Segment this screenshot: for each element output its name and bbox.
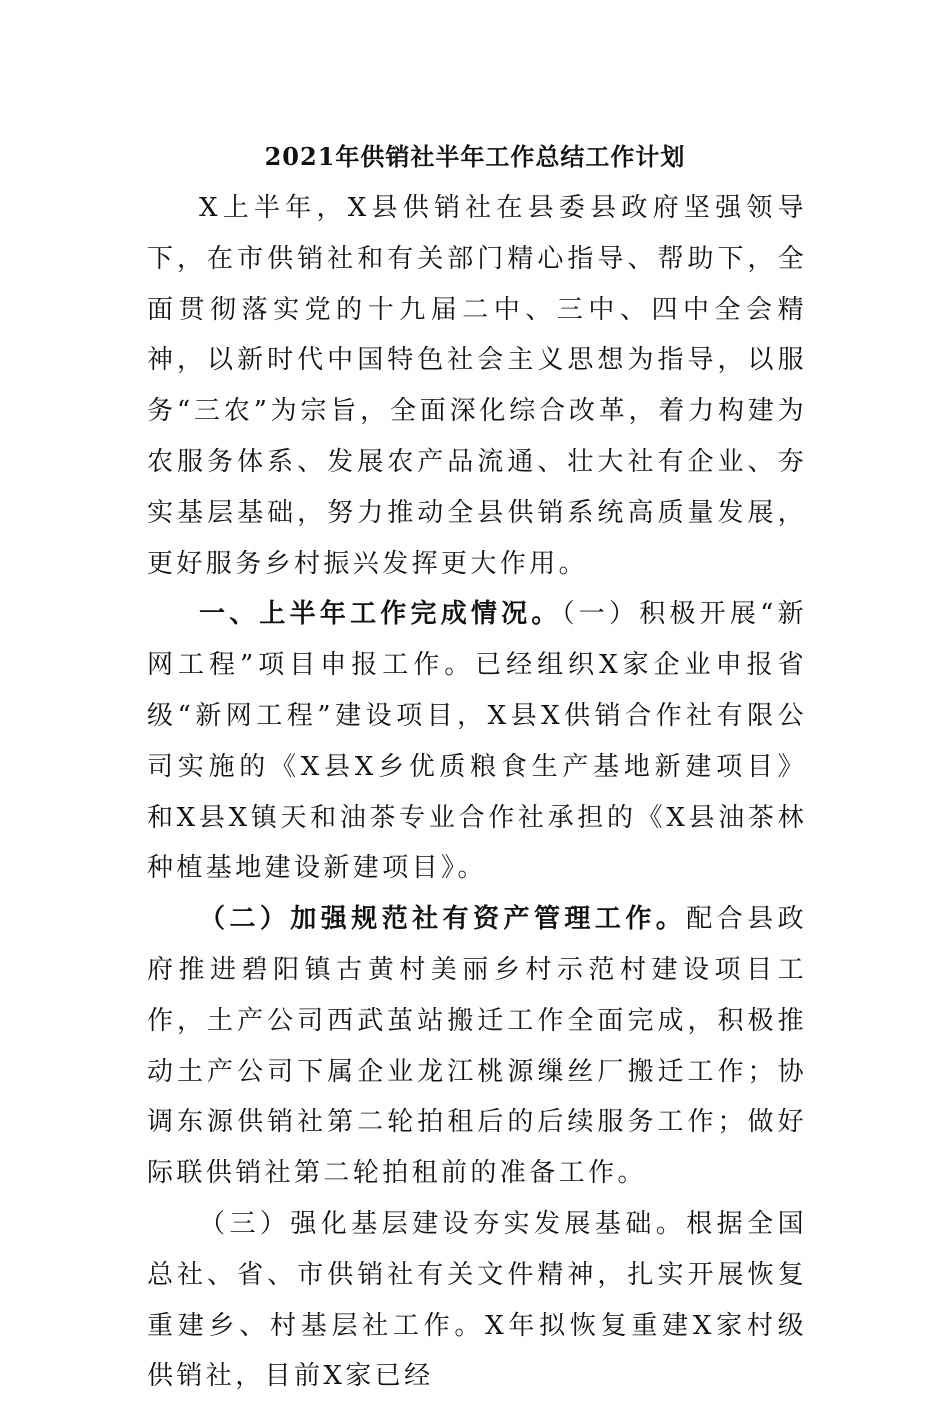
document-title: 2021年供销社半年工作总结工作计划 [264, 142, 686, 171]
section-heading: 一、上半年工作完成情况。 [199, 599, 562, 630]
paragraph-text: 配合县政府推进碧阳镇古黄村美丽乡村示范村建设项目工作，土产公司西武茧站搬迁工作全面完成，积极推动土产公司下属企业龙江桃源缫丝厂搬迁工作；协调东源供销社第二轮拍租后的后续服务工作；做好际联供销社第二轮拍租前的准备工作。 [147, 904, 807, 1189]
paragraph-text: （三）强化基层建设夯实发展基础。根据全国总社、省、市供销社有关文件精神，扎实开展恢复重建乡、村基层社工作。X年拟恢复重建X家村级供销社，目前X家已经 [147, 1208, 807, 1392]
paragraph-text: （一）积极开展“新网工程”项目申报工作。已经组织X家企业申报省级“新网工程”建设项目，X县X供销合作社有限公司实施的《X县X乡优质粮食生产基地新建项目》和X县X镇天和油茶专业合作社承担的《X县油茶林种植基地建设新建项目》。 [147, 599, 807, 884]
document-body [147, 183, 807, 1402]
paragraph-subsection-two [147, 894, 807, 1199]
paragraph-text: X上半年，X县供销社在县委县政府坚强领导下，在市供销社和有关部门精心指导、帮助下，全面贯彻落实党的十九届二中、三中、四中全会精神，以新时代中国特色社会主义思想为指导，以服务“三农”为宗旨，全面深化综合改革，着力构建为农服务体系、发展农产品流通、壮大社有企业、夯实基层基础，努力推动全县供销系统高质量发展，更好服务乡村振兴发挥更大作用。 [147, 193, 807, 579]
paragraph-intro [147, 183, 807, 589]
paragraph-subsection-three [147, 1199, 807, 1402]
subsection-heading: （二）加强规范社有资产管理工作。 [199, 904, 687, 935]
paragraph-section-one [147, 589, 807, 894]
